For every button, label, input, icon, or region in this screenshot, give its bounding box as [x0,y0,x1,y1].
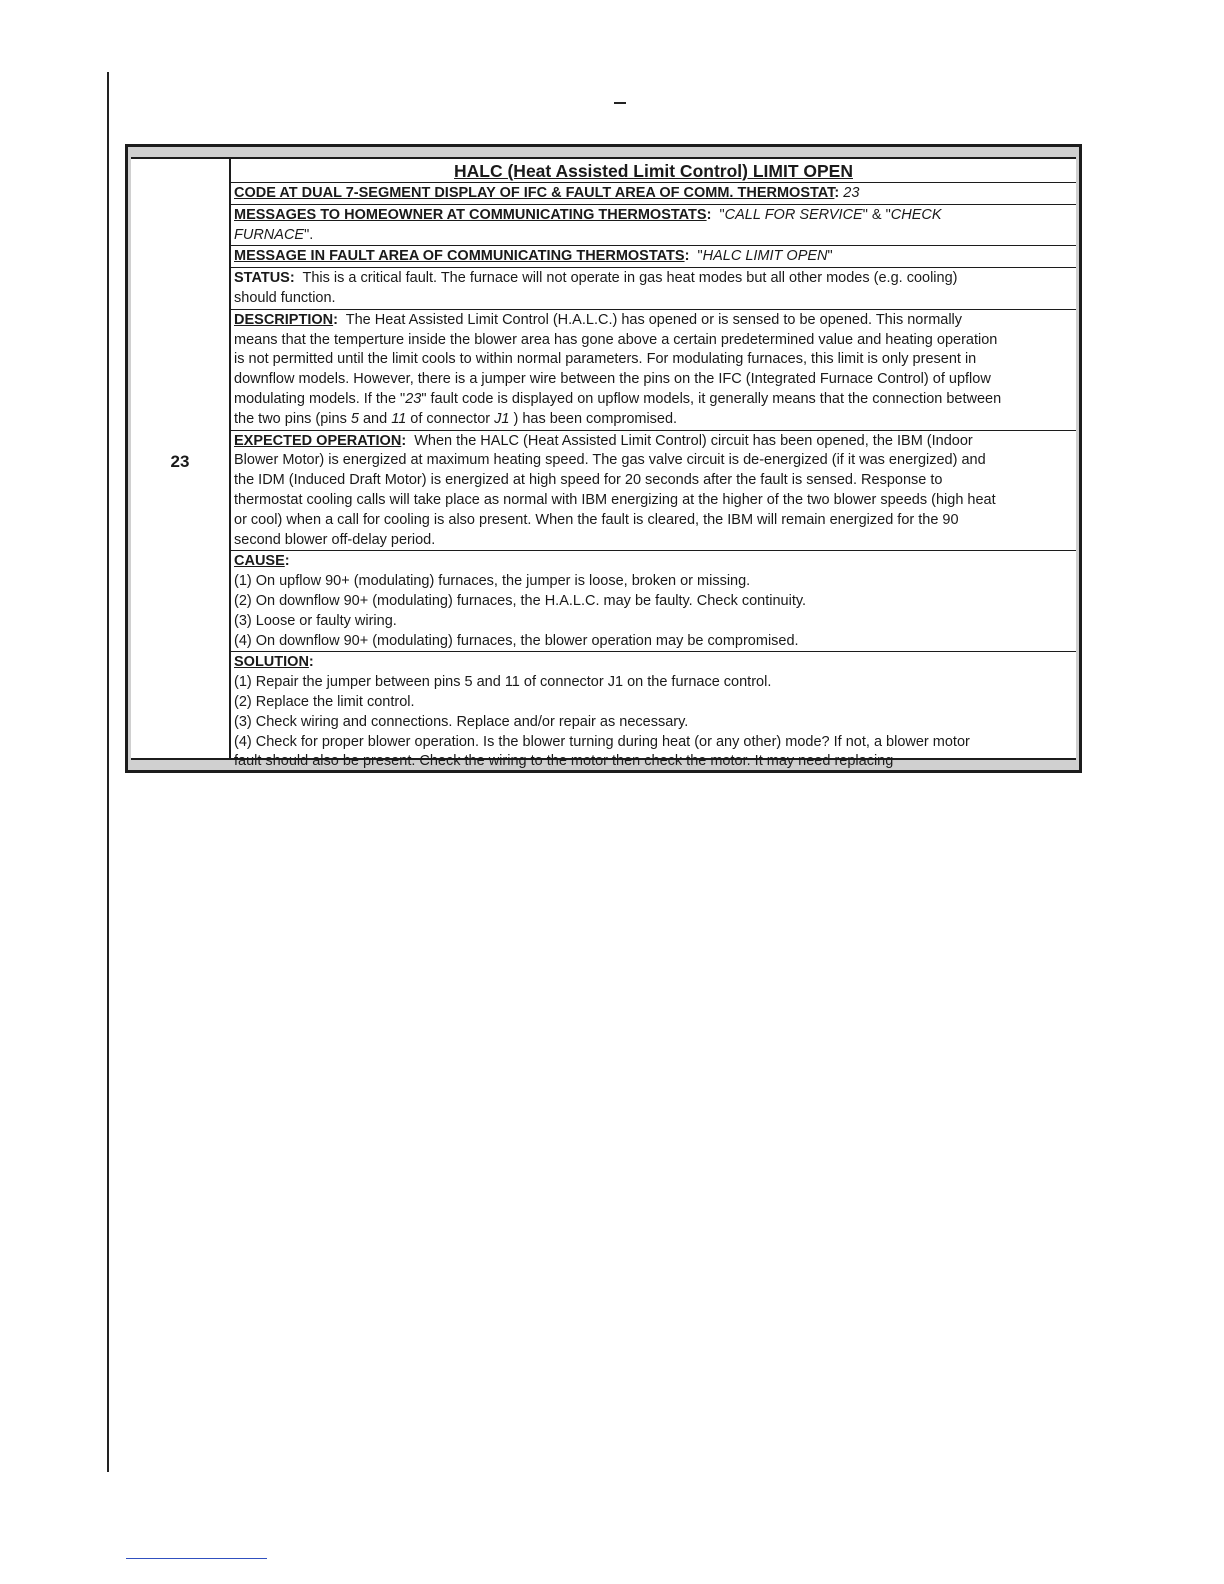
description-row: DESCRIPTION: The Heat Assisted Limit Control (H.A.L.C.) has opened or is sensed to be opened. This normally means that the temperture inside the blower area has gone above a certain predetermined value and heating operation is not permitted until the limit cools to within normal parameters. For modulating furnaces, this limit is only present in downflow models. However, there is a jumper wire between the pins on the IFC (Integrated Furnace Control) of upflow modulating models. If the "23" fault code is displayed on upflow models, it generally means that the connection between the two pins (pins 5 and 11 of connector J1 ) has been compromised. [231,310,1076,431]
description-line-2: means that the temperture inside the blower area has gone above a certain predetermined value and heating operation [234,331,998,348]
status-row [231,268,1076,310]
expected-operation-line-5: or cool) when a call for cooling is also present. When the fault is cleared, the IBM will remain energized for the 90 [234,511,959,528]
status-label: STATUS: [234,270,295,287]
expected-operation-label: EXPECTED OPERATION [234,432,402,449]
description-connector: J1 [494,410,510,427]
cause-item-3: (3) Loose or faulty wiring. [234,612,397,629]
solution-item-4-continued: fault should also be present. Check the wiring to the motor then check the motor. It may need replacing [234,753,894,770]
expected-operation-row: EXPECTED OPERATION: When the HALC (Heat Assisted Limit Control) circuit has been opened, the IBM (Indoor Blower Motor) is energized at maximum heating speed. The gas valve circuit is de-energized (if it was energized) and the IDM (Induced Draft Motor) is energized at high speed for 20 seconds after the fault is sensed. Response to thermostat cooling calls will take place as normal with IBM energizing at the higher of the two blower speeds (high heat or cool) when a call for cooling is also present. When the fault is cleared, the IBM will remain energized for the 90 second blower off-delay period. [231,431,1076,552]
cause-label: CAUSE [234,553,285,570]
fault-table [131,157,1076,770]
description-line-1: The Heat Assisted Limit Control (H.A.L.C.) has opened or is sensed to be opened. This normally [345,311,963,328]
description-line-3: is not permitted until the limit cools to within normal parameters. For modulating furnaces, this limit is only present in [234,351,977,368]
cause-item-2: (2) On downflow 90+ (modulating) furnaces, the H.A.L.C. may be faulty. Check continuity. [234,592,807,609]
expected-operation-line-2: Blower Motor) is energized at maximum heating speed. The gas valve circuit is de-energized (if it was energized) and [234,452,986,469]
description-label: DESCRIPTION [234,311,334,328]
description-of-connector: of connector [406,410,495,427]
description-code-ref: 23 [405,390,422,407]
description-line-6a: the two pins (pins [234,410,351,427]
solution-row: SOLUTION: (1) Repair the jumper between pins 5 and 11 of connector J1 on the furnace control. (2) Replace the limit control. (3) Check wiring and connections. Replace and/or repair as necessary. (4) Check for proper blower operation. Is the blower turning during heat (or any other) mode? If not, a blower motor fault should also be present. Check the wiring to the motor then check the motor. It may need replacing [234,654,970,770]
homeowner-messages-row: MESSAGES TO HOMEOWNER AT COMMUNICATING THERMOSTATS: "CALL FOR SERVICE" & "CHECK FURNACE". [231,205,1076,247]
fault-details [231,159,1076,770]
cause-row: CAUSE: (1) On upflow 90+ (modulating) furnaces, the jumper is loose, broken or missing. (2) On downflow 90+ (modulating) furnaces, the H.A.L.C. may be faulty. Check continuity. (3) Loose or faulty wiring. (4) On downflow 90+ (modulating) furnaces, the blower operation may be compromised. [231,551,1076,652]
expected-operation-line-3: the IDM (Induced Draft Motor) is energized at high speed for 20 seconds after the fault is sensed. Response to [234,472,943,489]
homeowner-message-end: ". [304,226,314,243]
solution-label: SOLUTION [234,654,309,671]
expected-operation-line-4: thermostat cooling calls will take place as normal with IBM energizing at the higher of the two blower speeds (high heat [234,491,996,508]
fault-code-cell [131,159,231,758]
description-line-5b: " fault code is displayed on upflow models, it generally means that the connection between [421,390,1002,407]
expected-operation-line-1: When the HALC (Heat Assisted Limit Control) circuit has been opened, the IBM (Indoor [414,432,973,449]
fault-table-bevel [128,147,1079,770]
solution-item-3: (3) Check wiring and connections. Replace and/or repair as necessary. [234,713,689,730]
fault-table-frame [125,144,1082,773]
code-line-row: CODE AT DUAL 7-SEGMENT DISPLAY OF IFC & FAULT AREA OF COMM. THERMOSTAT: 23 [231,183,1076,205]
description-line-4: downflow models. However, there is a jumper wire between the pins on the IFC (Integrated Furnace Control) of upflow [234,371,991,388]
homeowner-message-2-part1: CHECK [890,206,942,223]
expected-operation-line-6: second blower off-delay period. [234,531,436,548]
homeowner-message-1: CALL FOR SERVICE [724,206,863,223]
homeowner-messages-label: MESSAGES TO HOMEOWNER AT COMMUNICATING THERMOSTATS [234,206,707,223]
fault-area-message-row: MESSAGE IN FAULT AREA OF COMMUNICATING THERMOSTATS: "HALC LIMIT OPEN" [231,246,1076,268]
fault-code: 23 [170,451,190,471]
header-dash-mark [614,102,626,104]
solution-item-4: (4) Check for proper blower operation. Is the blower turning during heat (or any other) mode? If not, a blower motor [234,733,970,750]
description-line-5a: modulating models. If the " [234,390,406,407]
description-pin-2: 11 [391,410,407,427]
description-pin-1: 5 [350,410,359,427]
description-and: and [358,410,392,427]
left-margin-rule [107,72,109,1472]
code-line-value: 23 [843,185,860,201]
cause-item-1: (1) On upflow 90+ (modulating) furnaces, the jumper is loose, broken or missing. [234,573,751,590]
description-line-6-end: ) has been compromised. [509,410,678,427]
code-line-label: CODE AT DUAL 7-SEGMENT DISPLAY OF IFC & FAULT AREA OF COMM. THERMOSTAT [234,185,835,201]
status-line-1: This is a critical fault. The furnace will not operate in gas heat modes but all other modes (e.g. cooling) [302,270,958,287]
solution-item-2: (2) Replace the limit control. [234,693,415,710]
homeowner-message-2-part2: FURNACE [234,226,305,243]
fault-title: HALC (Heat Assisted Limit Control) LIMIT OPEN [231,159,1076,183]
footnote-rule [126,1558,267,1559]
cause-item-4: (4) On downflow 90+ (modulating) furnaces, the blower operation may be compromised. [234,632,799,649]
status-line-2: should function. [234,289,336,306]
fault-area-message-label: MESSAGE IN FAULT AREA OF COMMUNICATING THERMOSTATS [234,248,685,265]
solution-item-1: (1) Repair the jumper between pins 5 and 11 of connector J1 on the furnace control. [234,674,772,691]
homeowner-message-joiner: & [867,206,886,223]
fault-area-message-value: HALC LIMIT OPEN [702,248,828,265]
